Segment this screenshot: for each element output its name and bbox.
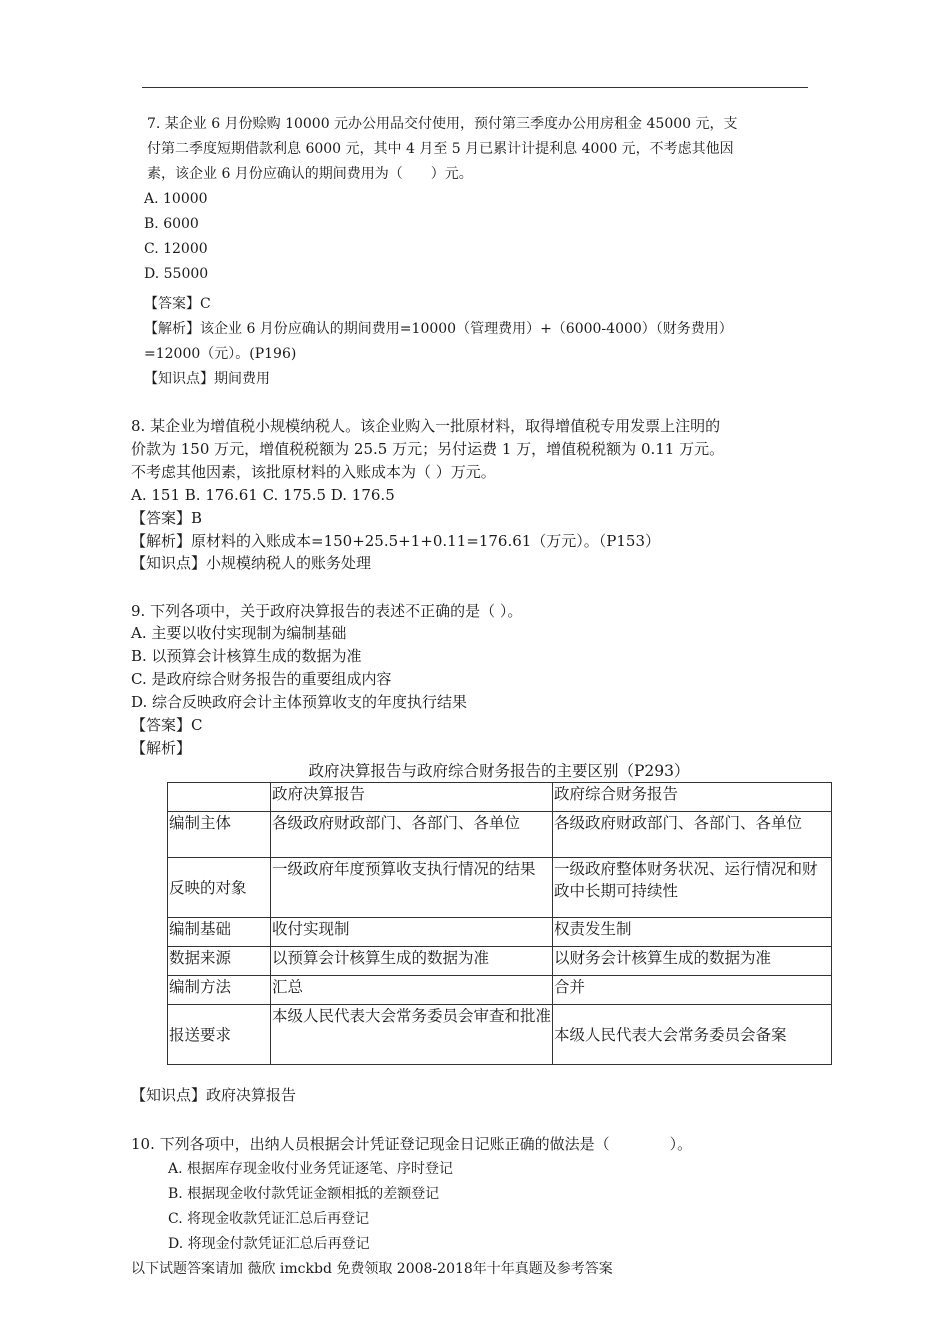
q9-option-b: B. 以预算会计核算生成的数据为准 xyxy=(131,647,362,665)
table-cell: 以财务会计核算生成的数据为准 xyxy=(553,947,832,976)
q7-analysis-line-2: =12000（元）。(P196) xyxy=(144,346,297,362)
q8-answer: 【答案】B xyxy=(131,509,203,527)
q7-stem-line-3: 素，该企业 6 月份应确认的期间费用为（ ）元。 xyxy=(147,166,473,182)
q7-option-c: C. 12000 xyxy=(144,241,208,257)
q9-knowledge: 【知识点】政府决算报告 xyxy=(131,1086,297,1104)
table-row xyxy=(168,812,832,858)
table-cell: 各级政府财政部门、各部门、各单位 xyxy=(271,812,553,858)
table-caption: 政府决算报告与政府综合财务报告的主要区别（P293） xyxy=(308,762,690,780)
table-cell: 各级政府财政部门、各部门、各单位 xyxy=(553,812,832,858)
table-row xyxy=(168,918,832,947)
table-header-cell: 政府综合财务报告 xyxy=(553,783,832,812)
table-header-cell xyxy=(168,783,271,812)
q9-analysis-label: 【解析】 xyxy=(131,739,192,757)
table-cell: 收付实现制 xyxy=(271,918,553,947)
table-cell: 编制主体 xyxy=(168,812,271,858)
table-cell: 一级政府整体财务状况、运行情况和财政中长期可持续性 xyxy=(553,858,832,918)
q7-knowledge: 【知识点】期间费用 xyxy=(144,371,270,387)
table-header-row xyxy=(168,783,832,812)
table-cell: 汇总 xyxy=(271,976,553,1005)
q10-option-c: C. 将现金收款凭证汇总后再登记 xyxy=(168,1211,370,1227)
q8-stem-line-1: 8. 某企业为增值税小规模纳税人。该企业购入一批原材料，取得增值税专用发票上注明的 xyxy=(131,417,721,435)
q10-option-d: D. 将现金付款凭证汇总后再登记 xyxy=(168,1236,370,1252)
table-cell: 一级政府年度预算收支执行情况的结果 xyxy=(271,858,553,918)
q8-knowledge: 【知识点】小规模纳税人的账务处理 xyxy=(131,554,372,572)
table-row xyxy=(168,976,832,1005)
q8-options: A. 151 B. 176.61 C. 175.5 D. 176.5 xyxy=(131,486,395,504)
comparison-table xyxy=(167,782,832,1065)
table-cell: 编制方法 xyxy=(168,976,271,1005)
table-cell: 数据来源 xyxy=(168,947,271,976)
table-cell: 反映的对象 xyxy=(168,858,271,918)
q10-option-a: A. 根据库存现金收付业务凭证逐笔、序时登记 xyxy=(168,1161,454,1177)
q9-stem: 9. 下列各项中，关于政府决算报告的表述不正确的是（ ）。 xyxy=(131,602,523,620)
q7-option-b: B. 6000 xyxy=(144,216,199,232)
table-cell: 报送要求 xyxy=(168,1005,271,1065)
footer-note: 以下试题答案请加 薇欣 imckbd 免费领取 2008-2018年十年真题及参考答案 xyxy=(131,1261,613,1277)
q8-stem-line-2: 价款为 150 万元，增值税税额为 25.5 万元；另付运费 1 万，增值税税额为 0.11 万元。 xyxy=(131,440,725,458)
q7-stem-line-2: 付第二季度短期借款利息 6000 元，其中 4 月至 5 月已累计计提利息 4000 元，不考虑其他因 xyxy=(147,141,734,157)
q7-stem-line-1: 7. 某企业 6 月份赊购 10000 元办公用品交付使用，预付第三季度办公用房租金 45000 元，支 xyxy=(147,116,738,132)
q9-option-d: D. 综合反映政府会计主体预算收支的年度执行结果 xyxy=(131,693,468,711)
table-cell: 以预算会计核算生成的数据为准 xyxy=(271,947,553,976)
q7-option-d: D. 55000 xyxy=(144,266,209,282)
q8-stem-line-3: 不考虑其他因素，该批原材料的入账成本为（ ）万元。 xyxy=(131,463,496,481)
q10-stem: 10. 下列各项中，出纳人员根据会计凭证登记现金日记账正确的做法是（ ）。 xyxy=(131,1135,693,1153)
q9-answer: 【答案】C xyxy=(131,716,203,734)
q7-option-a: A. 10000 xyxy=(144,191,208,207)
q7-answer: 【答案】C xyxy=(144,296,211,312)
table-cell: 本级人民代表大会常务委员会审查和批准 xyxy=(271,1005,553,1065)
table-row xyxy=(168,1005,832,1065)
header-rule xyxy=(142,87,808,88)
table-header-cell: 政府决算报告 xyxy=(271,783,553,812)
table-row xyxy=(168,858,832,918)
q10-option-b: B. 根据现金收付款凭证金额相抵的差额登记 xyxy=(168,1186,440,1202)
table-cell: 本级人民代表大会常务委员会备案 xyxy=(553,1005,832,1065)
table-cell: 权责发生制 xyxy=(553,918,832,947)
table-cell: 编制基础 xyxy=(168,918,271,947)
q8-analysis: 【解析】原材料的入账成本=150+25.5+1+0.11=176.61（万元）。（P153） xyxy=(131,532,661,550)
table-row xyxy=(168,947,832,976)
q9-option-c: C. 是政府综合财务报告的重要组成内容 xyxy=(131,670,392,688)
q9-option-a: A. 主要以收付实现制为编制基础 xyxy=(131,624,347,642)
q7-analysis-line-1: 【解析】该企业 6 月份应确认的期间费用=10000（管理费用）+（6000-4000）（财务费用） xyxy=(144,321,733,337)
table-cell: 合并 xyxy=(553,976,832,1005)
